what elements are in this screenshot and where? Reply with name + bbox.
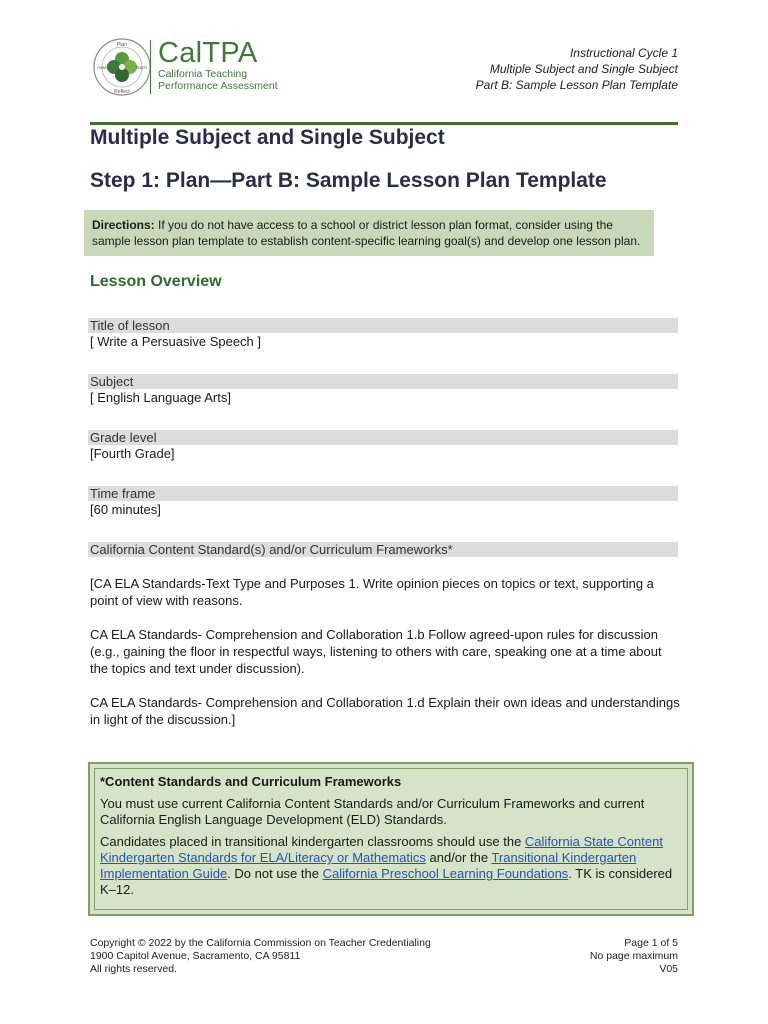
field-label-standards: California Content Standard(s) and/or Curriculum Frameworks*: [88, 542, 678, 557]
standards-paragraph-3: CA ELA Standards- Comprehension and Collaboration 1.d Explain their own ideas and understandings in light of the discussion.]: [90, 695, 680, 727]
footer-page-maximum: No page maximum: [589, 950, 678, 962]
box-text-c: . Do not use the: [227, 866, 323, 881]
page-subtitle: Step 1: Plan—Part B: Sample Lesson Plan Template: [90, 169, 607, 192]
seal-label-top: Plan: [116, 42, 128, 48]
header-info: [476, 45, 678, 93]
standards-paragraph-1: [CA ELA Standards-Text Type and Purposes 1. Write opinion pieces on topics or text, supporting a point of view with reasons.: [90, 576, 654, 608]
content-standards-box-inner: [94, 768, 688, 910]
link-preschool-foundations[interactable]: California Preschool Learning Foundations: [322, 866, 569, 881]
footer-left-line-1: Copyright © 2022 by the California Commission on Teacher Credentialing: [90, 937, 431, 949]
footer-page-number: Page 1 of 5: [624, 937, 678, 949]
logo-text: [158, 38, 278, 92]
directions-label: Directions:: [92, 218, 155, 232]
field-value-subject: [ English Language Arts]: [90, 390, 231, 405]
content-standards-box: [88, 762, 694, 916]
box-title: *Content Standards and Curriculum Frameworks: [100, 774, 402, 789]
field-label-time: Time frame: [88, 486, 678, 501]
footer-left-line-3: All rights reserved.: [90, 963, 177, 975]
directions-box: [84, 210, 654, 256]
seal-label-bottom: Reflect: [114, 89, 130, 95]
lesson-overview-heading: Lesson Overview: [90, 273, 222, 290]
link-tk-implementation-guide[interactable]: Transitional Kindergarten Implementation Guide: [100, 850, 637, 881]
field-value-time: [60 minutes]: [90, 502, 161, 517]
header-rule: [90, 122, 678, 125]
logo-divider: [150, 40, 151, 94]
header-line-2: Multiple Subject and Single Subject: [489, 62, 678, 76]
footer-copyright: [90, 937, 431, 976]
box-text-d: . TK is considered K–12.: [100, 866, 673, 897]
seal-label-left: Assess: [97, 65, 112, 70]
field-value-title: [ Write a Persuasive Speech ]: [90, 334, 262, 349]
box-paragraph-1: You must use current California Content Standards and/or Curriculum Frameworks and current California English Language Development (ELD) Standards.: [100, 796, 645, 827]
directions-text: If you do not have access to a school or district lesson plan format, consider using the sample lesson plan template to establish content-specific learning goal(s) and develop one lesson plan.: [92, 218, 641, 248]
footer-left-line-2: 1900 Capitol Avenue, Sacramento, CA 95811: [90, 950, 301, 962]
field-value-grade: [Fourth Grade]: [90, 446, 175, 461]
brand-subtitle-2: Performance Assessment: [158, 80, 278, 92]
header-line-1: Instructional Cycle 1: [569, 46, 678, 60]
page-title: Multiple Subject and Single Subject: [90, 126, 445, 149]
field-label-subject: Subject: [88, 374, 678, 389]
link-ca-k-standards[interactable]: California State Content Kindergarten Standards for ELA/Literacy or Mathematics: [100, 834, 663, 865]
header-line-3: Part B: Sample Lesson Plan Template: [475, 78, 678, 92]
brand-name: CalTPA: [158, 37, 258, 69]
standards-paragraph-2: CA ELA Standards- Comprehension and Collaboration 1.b Follow agreed-upon rules for discussion (e.g., gaining the floor in respectful ways, listening to others with care, speaking one at a time about the topics and text under discussion).: [90, 627, 662, 676]
box-text-a: Candidates placed in transitional kindergarten classrooms should use the: [100, 834, 525, 849]
field-label-title: Title of lesson: [88, 318, 678, 333]
footer-page-info: [590, 937, 678, 976]
box-text-b: and/or the: [425, 850, 492, 865]
seal-label-right: Teach: [134, 65, 147, 70]
footer-version: V05: [659, 963, 678, 975]
box-paragraph-2: [100, 834, 682, 898]
field-label-grade: Grade level: [88, 430, 678, 445]
brand-subtitle-1: California Teaching: [158, 68, 248, 80]
caltpa-seal-icon: [92, 37, 152, 97]
